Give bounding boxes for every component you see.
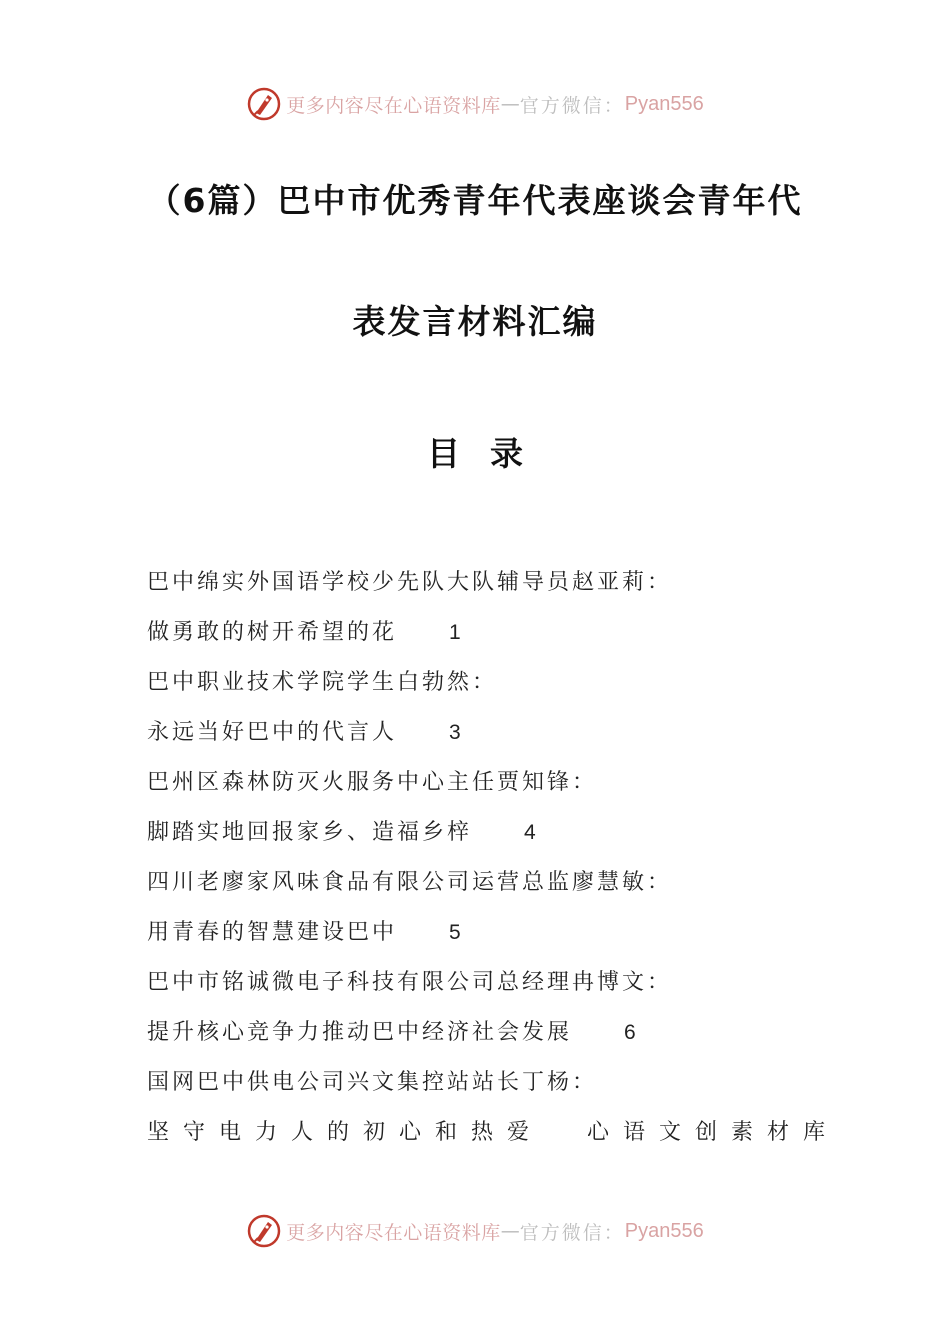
toc-page-number: 5 (449, 921, 461, 944)
toc-entry (147, 965, 847, 1015)
wechat-label: 官方微信： (519, 94, 625, 117)
header-watermark (0, 84, 950, 124)
watermark-dash: — (500, 1220, 520, 1242)
toc-author: 巴中职业技术学院学生白勃然： (147, 670, 498, 695)
toc-article-title: 用青春的智慧建设巴中 (147, 920, 398, 945)
toc-entry (147, 665, 847, 715)
toc-page-number: 3 (449, 721, 461, 744)
wechat-id: Pyan556 (624, 92, 704, 115)
toc-author: 四川老廖家风味食品有限公司运营总监廖慧敏： (147, 870, 673, 895)
toc-entry (147, 1065, 847, 1115)
toc-author: 巴州区森林防灭火服务中心主任贾知锋： (147, 770, 598, 795)
toc-entry (147, 915, 847, 965)
toc-page-number: 6 (624, 1021, 636, 1044)
table-of-contents (147, 565, 847, 1165)
watermark-text: 更多内容尽在心语资料库 (286, 94, 501, 117)
toc-author: 巴中市铭诚微电子科技有限公司总经理冉博文： (147, 970, 673, 995)
toc-entry (147, 1115, 847, 1165)
toc-entry (147, 565, 847, 615)
toc-entry (147, 765, 847, 815)
wechat-label: 官方微信： (519, 1221, 625, 1244)
toc-article-title: 做勇敢的树开希望的花 (147, 620, 398, 645)
toc-entry (147, 1015, 847, 1065)
toc-article-title: 坚守电力人的初心和热爱 (147, 1120, 544, 1145)
toc-author: 巴中绵实外国语学校少先队大队辅导员赵亚莉： (147, 570, 673, 595)
toc-entry (147, 815, 847, 865)
toc-author: 国网巴中供电公司兴文集控站站长丁杨： (147, 1070, 598, 1095)
toc-entry (147, 715, 847, 765)
toc-article-title: 脚踏实地回报家乡、造福乡梓 (147, 820, 473, 845)
footer-watermark (0, 1211, 950, 1251)
toc-page-number: 1 (449, 621, 461, 644)
pen-nib-logo-icon (246, 86, 282, 122)
pen-nib-logo-icon (246, 1213, 282, 1249)
toc-trailing-text: 心语文创素材库 (587, 1120, 840, 1145)
toc-entry (147, 615, 847, 665)
toc-heading: 目录 (427, 434, 553, 473)
toc-page-number: 4 (524, 821, 536, 844)
toc-article-title: 提升核心竞争力推动巴中经济社会发展 (147, 1020, 573, 1045)
toc-entry (147, 865, 847, 915)
wechat-id: Pyan556 (624, 1219, 704, 1242)
watermark-text: 更多内容尽在心语资料库 (286, 1221, 501, 1244)
document-title-line-2: 表发言材料汇编 (352, 302, 598, 341)
watermark-dash: — (500, 93, 520, 115)
toc-article-title: 永远当好巴中的代言人 (147, 720, 398, 745)
document-title-line-1: （6篇）巴中市优秀青年代表座谈会青年代 (147, 181, 803, 220)
